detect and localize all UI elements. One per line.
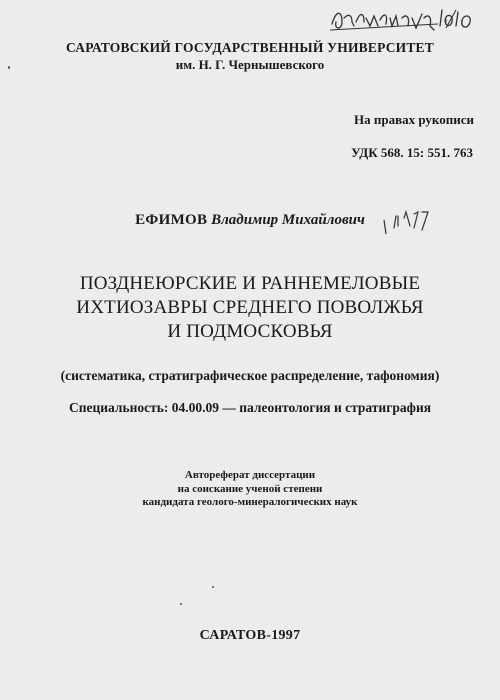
specialty: Специальность: 04.00.09 — палеонтология и стратиграфия <box>68 400 432 415</box>
abstract-line: на соискание ученой степени <box>177 482 323 495</box>
title-line: И ПОДМОСКОВЬЯ <box>167 321 333 342</box>
abstract-line: Автореферат диссертации <box>184 469 316 481</box>
title-line: ИХТИОЗАВРЫ СРЕДНЕГО ПОВОЛЖЬЯ <box>76 297 424 318</box>
udk-code: УДК 568. 15: 551. 763 <box>351 145 473 160</box>
university-name: САРАТОВСКИЙ ГОСУДАРСТВЕННЫЙ УНИВЕРСИТЕТ <box>66 40 434 55</box>
handwritten-note-drawing <box>328 4 478 38</box>
city-year-footer: САРАТОВ-1997 <box>199 628 301 643</box>
scan-speck <box>180 603 182 605</box>
scan-speck <box>212 586 214 588</box>
rights-notice: На правах рукописи <box>354 112 474 127</box>
scan-speck <box>8 66 10 69</box>
author-surname: ЕФИМОВ <box>135 212 208 228</box>
dissertation-subtitle: (систематика, стратиграфическое распределение, тафономия) <box>60 368 440 383</box>
author-given-names: Владимир Михайлович <box>211 212 365 228</box>
handwritten-year-drawing <box>380 208 440 238</box>
handwritten-year <box>380 208 440 238</box>
dissertation-title <box>0 272 500 344</box>
handwritten-note <box>328 4 478 38</box>
title-line: ПОЗДНЕЮРСКИЕ И РАННЕМЕЛОВЫЕ <box>79 273 421 294</box>
university-subtitle: им. Н. Г. Чернышевского <box>175 57 325 72</box>
abstract-line: кандидата геолого-минералогических наук <box>142 496 358 508</box>
abstract-note <box>0 469 500 510</box>
